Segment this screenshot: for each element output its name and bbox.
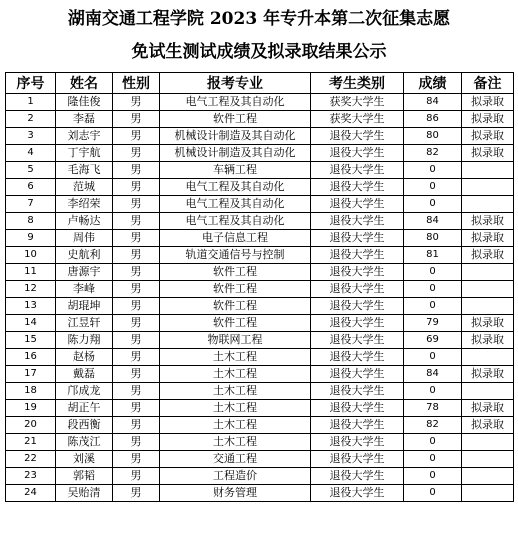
row-name: 隆佳俊	[56, 94, 113, 111]
row-name: 丁宇航	[56, 145, 113, 162]
row-major: 软件工程	[160, 315, 311, 332]
row-index: 15	[6, 332, 56, 349]
header-major: 报考专业	[160, 73, 311, 94]
row-index: 23	[6, 468, 56, 485]
row-index: 13	[6, 298, 56, 315]
row-name: 陈力翔	[56, 332, 113, 349]
row-category: 退役大学生	[311, 196, 404, 213]
row-category: 退役大学生	[311, 366, 404, 383]
table-row	[6, 247, 514, 264]
row-major: 物联网工程	[160, 332, 311, 349]
row-score: 0	[404, 468, 462, 485]
row-gender: 男	[113, 162, 160, 179]
header-gender: 性别	[113, 73, 160, 94]
row-name: 毛海飞	[56, 162, 113, 179]
row-note: 拟录取	[462, 400, 514, 417]
row-gender: 男	[113, 298, 160, 315]
row-name: 赵杨	[56, 349, 113, 366]
document-title: 湖南交通工程学院 2023 年专升本第二次征集志愿	[67, 9, 451, 29]
header-name: 姓名	[56, 73, 113, 94]
row-note	[462, 281, 514, 298]
row-score: 0	[404, 485, 462, 502]
table-row	[6, 145, 514, 162]
row-score: 0	[404, 298, 462, 315]
row-note: 拟录取	[462, 247, 514, 264]
row-note	[462, 298, 514, 315]
row-score: 69	[404, 332, 462, 349]
row-gender: 男	[113, 434, 160, 451]
row-index: 14	[6, 315, 56, 332]
row-index: 19	[6, 400, 56, 417]
row-note: 拟录取	[462, 145, 514, 162]
table-row	[6, 451, 514, 468]
row-gender: 男	[113, 315, 160, 332]
row-gender: 男	[113, 332, 160, 349]
row-note	[462, 264, 514, 281]
row-gender: 男	[113, 230, 160, 247]
row-category: 退役大学生	[311, 298, 404, 315]
row-category: 退役大学生	[311, 417, 404, 434]
table-row	[6, 264, 514, 281]
row-index: 6	[6, 179, 56, 196]
row-category: 退役大学生	[311, 332, 404, 349]
row-gender: 男	[113, 94, 160, 111]
row-note	[462, 349, 514, 366]
row-gender: 男	[113, 400, 160, 417]
header-note: 备注	[462, 73, 514, 94]
row-major: 电气工程及其自动化	[160, 213, 311, 230]
row-name: 周伟	[56, 230, 113, 247]
row-score: 0	[404, 196, 462, 213]
row-note: 拟录取	[462, 417, 514, 434]
table-row	[6, 128, 514, 145]
row-major: 车辆工程	[160, 162, 311, 179]
row-name: 李绍荣	[56, 196, 113, 213]
row-name: 江昱轩	[56, 315, 113, 332]
row-index: 7	[6, 196, 56, 213]
row-category: 退役大学生	[311, 485, 404, 502]
row-index: 3	[6, 128, 56, 145]
row-major: 电气工程及其自动化	[160, 94, 311, 111]
row-major: 软件工程	[160, 264, 311, 281]
row-gender: 男	[113, 247, 160, 264]
row-note	[462, 179, 514, 196]
row-score: 84	[404, 94, 462, 111]
row-index: 2	[6, 111, 56, 128]
row-index: 12	[6, 281, 56, 298]
row-major: 土木工程	[160, 400, 311, 417]
row-name: 史航利	[56, 247, 113, 264]
row-gender: 男	[113, 349, 160, 366]
row-name: 邝成龙	[56, 383, 113, 400]
row-index: 8	[6, 213, 56, 230]
row-score: 84	[404, 213, 462, 230]
row-note: 拟录取	[462, 94, 514, 111]
row-category: 退役大学生	[311, 179, 404, 196]
row-note	[462, 383, 514, 400]
row-gender: 男	[113, 451, 160, 468]
row-name: 胡琨坤	[56, 298, 113, 315]
row-note	[462, 434, 514, 451]
row-score: 0	[404, 281, 462, 298]
row-note	[462, 451, 514, 468]
row-major: 轨道交通信号与控制	[160, 247, 311, 264]
row-index: 18	[6, 383, 56, 400]
row-name: 郭韬	[56, 468, 113, 485]
row-score: 0	[404, 162, 462, 179]
row-gender: 男	[113, 383, 160, 400]
row-note: 拟录取	[462, 213, 514, 230]
row-name: 唐源宇	[56, 264, 113, 281]
table-row	[6, 162, 514, 179]
row-category: 退役大学生	[311, 349, 404, 366]
row-gender: 男	[113, 264, 160, 281]
row-major: 软件工程	[160, 111, 311, 128]
row-gender: 男	[113, 213, 160, 230]
row-index: 1	[6, 94, 56, 111]
row-score: 0	[404, 383, 462, 400]
row-major: 机械设计制造及其自动化	[160, 145, 311, 162]
table-row	[6, 349, 514, 366]
row-index: 20	[6, 417, 56, 434]
table-row	[6, 230, 514, 247]
row-index: 5	[6, 162, 56, 179]
row-category: 获奖大学生	[311, 94, 404, 111]
row-category: 退役大学生	[311, 264, 404, 281]
document-subtitle: 免试生测试成绩及拟录取结果公示	[131, 42, 387, 62]
row-name: 卢畅达	[56, 213, 113, 230]
row-score: 80	[404, 230, 462, 247]
row-category: 退役大学生	[311, 315, 404, 332]
row-major: 软件工程	[160, 281, 311, 298]
row-major: 电气工程及其自动化	[160, 179, 311, 196]
row-note: 拟录取	[462, 315, 514, 332]
row-index: 22	[6, 451, 56, 468]
row-name: 段西衡	[56, 417, 113, 434]
row-major: 工程造价	[160, 468, 311, 485]
row-index: 9	[6, 230, 56, 247]
row-score: 0	[404, 434, 462, 451]
row-category: 退役大学生	[311, 400, 404, 417]
table-header-row	[6, 73, 514, 94]
row-category: 获奖大学生	[311, 111, 404, 128]
row-major: 软件工程	[160, 298, 311, 315]
row-major: 土木工程	[160, 383, 311, 400]
row-note: 拟录取	[462, 332, 514, 349]
row-name: 戴磊	[56, 366, 113, 383]
row-category: 退役大学生	[311, 434, 404, 451]
row-category: 退役大学生	[311, 162, 404, 179]
row-category: 退役大学生	[311, 468, 404, 485]
row-category: 退役大学生	[311, 383, 404, 400]
row-score: 79	[404, 315, 462, 332]
header-category: 考生类别	[311, 73, 404, 94]
row-name: 胡正午	[56, 400, 113, 417]
table-row	[6, 434, 514, 451]
row-name: 陈茂江	[56, 434, 113, 451]
row-gender: 男	[113, 366, 160, 383]
row-note: 拟录取	[462, 128, 514, 145]
row-name: 吴贻清	[56, 485, 113, 502]
row-gender: 男	[113, 281, 160, 298]
row-gender: 男	[113, 128, 160, 145]
row-score: 0	[404, 179, 462, 196]
row-index: 17	[6, 366, 56, 383]
row-category: 退役大学生	[311, 230, 404, 247]
row-major: 交通工程	[160, 451, 311, 468]
table-row	[6, 485, 514, 502]
row-major: 机械设计制造及其自动化	[160, 128, 311, 145]
table-row	[6, 94, 514, 111]
row-note	[462, 196, 514, 213]
table-row	[6, 213, 514, 230]
row-major: 土木工程	[160, 366, 311, 383]
table-row	[6, 298, 514, 315]
table-row	[6, 332, 514, 349]
row-category: 退役大学生	[311, 281, 404, 298]
row-category: 退役大学生	[311, 213, 404, 230]
table-row	[6, 179, 514, 196]
row-index: 11	[6, 264, 56, 281]
row-score: 86	[404, 111, 462, 128]
table-body	[6, 94, 514, 502]
row-index: 24	[6, 485, 56, 502]
row-gender: 男	[113, 485, 160, 502]
header-score: 成绩	[404, 73, 462, 94]
header-index: 序号	[6, 73, 56, 94]
table-row	[6, 196, 514, 213]
row-score: 82	[404, 145, 462, 162]
row-index: 16	[6, 349, 56, 366]
row-score: 82	[404, 417, 462, 434]
row-gender: 男	[113, 179, 160, 196]
table-row	[6, 417, 514, 434]
row-major: 土木工程	[160, 417, 311, 434]
table-row	[6, 315, 514, 332]
row-gender: 男	[113, 196, 160, 213]
row-category: 退役大学生	[311, 128, 404, 145]
row-score: 81	[404, 247, 462, 264]
row-category: 退役大学生	[311, 451, 404, 468]
table-row	[6, 383, 514, 400]
row-gender: 男	[113, 111, 160, 128]
row-category: 退役大学生	[311, 145, 404, 162]
row-note	[462, 162, 514, 179]
table-row	[6, 468, 514, 485]
row-major: 电子信息工程	[160, 230, 311, 247]
row-score: 84	[404, 366, 462, 383]
table-row	[6, 111, 514, 128]
table-row	[6, 281, 514, 298]
row-score: 80	[404, 128, 462, 145]
row-name: 李峰	[56, 281, 113, 298]
row-index: 10	[6, 247, 56, 264]
row-name: 范城	[56, 179, 113, 196]
row-gender: 男	[113, 145, 160, 162]
row-major: 财务管理	[160, 485, 311, 502]
table-row	[6, 366, 514, 383]
row-major: 土木工程	[160, 434, 311, 451]
row-major: 电气工程及其自动化	[160, 196, 311, 213]
row-gender: 男	[113, 417, 160, 434]
row-score: 0	[404, 451, 462, 468]
row-category: 退役大学生	[311, 247, 404, 264]
row-score: 0	[404, 349, 462, 366]
row-name: 李磊	[56, 111, 113, 128]
row-gender: 男	[113, 468, 160, 485]
row-note	[462, 468, 514, 485]
row-note: 拟录取	[462, 111, 514, 128]
row-note: 拟录取	[462, 230, 514, 247]
row-index: 4	[6, 145, 56, 162]
row-name: 刘溪	[56, 451, 113, 468]
row-score: 78	[404, 400, 462, 417]
row-note	[462, 485, 514, 502]
results-table	[5, 72, 514, 502]
row-score: 0	[404, 264, 462, 281]
row-note: 拟录取	[462, 366, 514, 383]
row-name: 刘志宇	[56, 128, 113, 145]
table-row	[6, 400, 514, 417]
row-major: 土木工程	[160, 349, 311, 366]
row-index: 21	[6, 434, 56, 451]
